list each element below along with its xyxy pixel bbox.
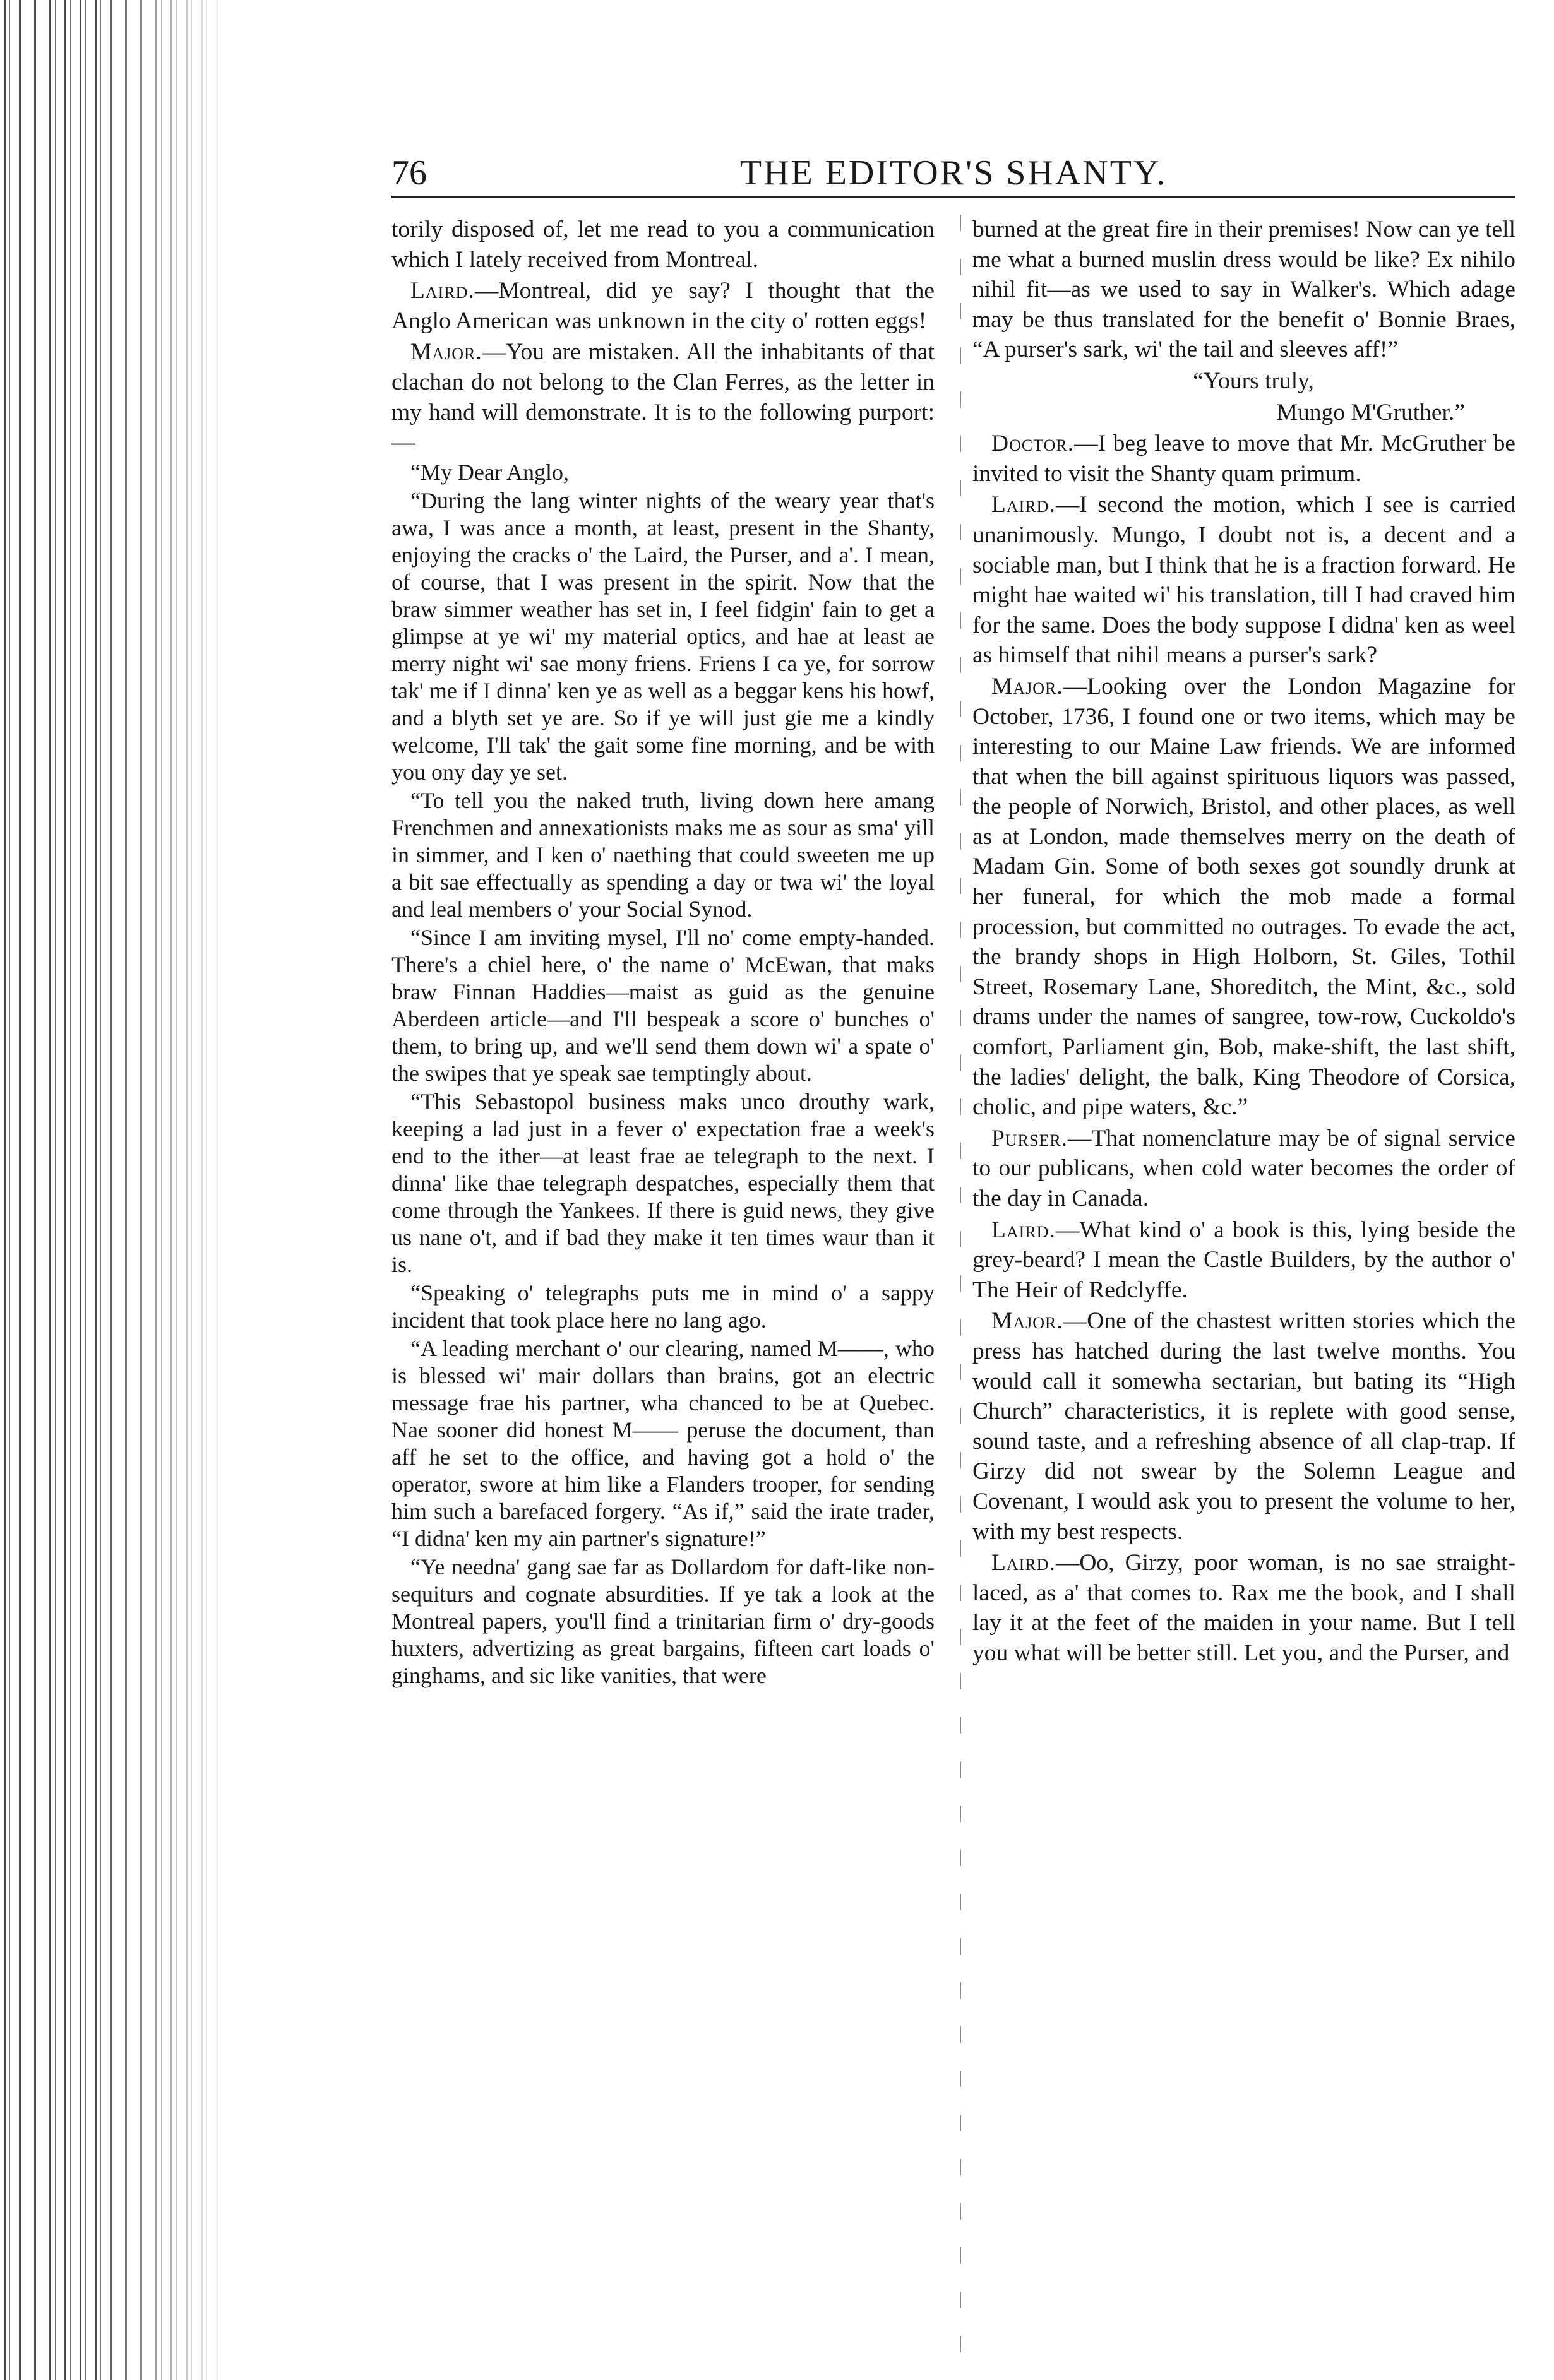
speaker-name: Major. [410,339,482,366]
paragraph [972,215,1515,365]
paragraph-text: “To tell you the naked truth, living down here amang Frenchmen and annexationists maks me as sour as sma' yill in simmer, and I ken o' naething that could sweeten me up a bit sae effectually as spending a day or twa wi' the loyal and leal members o' your Social Synod. [391,787,935,922]
paragraph-text: torily disposed of, let me read to you a communication which I lately received from Montreal. [391,217,935,273]
paragraph [391,276,935,336]
paragraph [972,1124,1515,1214]
speaker-name: Major. [991,673,1063,699]
paragraph-text: “A leading merchant o' our clearing, named M——, who is blessed wi' mair dollars than brains, got an electric message frae his partner, wha chanced to be at Quebec. Nae sooner did honest M—— peruse the document, than aff he set to the office, and having got a hold o' the operator, swore at him like a Flanders trooper, for sending him such a barefaced forgery. “As if,” said the irate trader, “I didna' ken my ain partner's signature!” [391,1335,935,1551]
paragraph-text: burned at the great fire in their premises! Now can ye tell me what a burned muslin dress would be like? Ex nihilo nihil fit—as we used to say in Walker's. Which adage may be thus translated for the benefit o' Bonnie Braes, “A purser's sark, wi' the tail and sleeves aff!” [972,217,1515,363]
left-column [391,215,935,2361]
paragraph-text: —You are mistaken. All the inhabitants of that clachan do not belong to the Clan Ferres, as the letter in my hand will demonstrate. It is to the following purport:— [391,339,935,456]
paragraph [972,398,1515,428]
paragraph [391,1280,935,1334]
paragraph-text: “My Dear Anglo, [410,459,569,485]
paragraph-text: —I second the motion, which I see is carried unanimously. Mungo, I doubt not is, a decent and a sociable man, but I think that he is a fraction forward. He might hae waited wi' his translation, till I had craved him for the same. Does the body suppose I didna' ken as weel as himself that nihil means a purser's sark? [972,492,1515,669]
paragraph [391,1088,935,1278]
paragraph-text: “This Sebastopol business maks unco drouthy wark, keeping a lad just in a fever o' expectation frae a week's end to the ither—at least frae ae telegraph to the next. I dinna' like thae telegraph despatches, especially them that come through the Yankees. If there is guid news, they give us nane o't, and if bad they make it ten times waur than it is. [391,1088,935,1277]
paragraph-text: —Looking over the London Magazine for October, 1736, I found one or two items, which may be interesting to our Maine Law friends. We are informed that when the bill against spirituous liquors was passed, the people of Norwich, Bristol, and other places, as well as at London, made themselves merry on the death of Madam Gin. Some of both sexes got soundly drunk at her funeral, for which the mob made a formal procession, but committed no outrages. To evade the act, the brandy shops in High Holborn, St. Giles, Tothil Street, Rosemary Lane, Shoreditch, the Mint, &c., sold drams under the names of sangree, tow-row, Cuckoldo's comfort, Parliament gin, Bob, make-shift, the last shift, the ladies' delight, the balk, King Theodore of Corsica, cholic, and pipe waters, &c.” [972,673,1515,1121]
page-number: 76 [391,153,427,193]
paragraph-text: —Montreal, did ye say? I thought that the Anglo American was unknown in the city o' rotten eggs! [391,278,935,334]
speaker-name: Purser. [991,1125,1068,1151]
paragraph [972,1548,1515,1668]
paragraph-text: “Yours truly, [1193,367,1314,394]
header-rule [391,196,1515,198]
paragraph-text: “Ye needna' gang sae far as Dollardom for daft-like non-sequiturs and cognate absurdities. If ye tak a look at the Montreal papers, you'll find a trinitarian firm o' dry-goods huxters, advertizing as great bargains, fifteen cart loads o' ginghams, and sic like vanities, that were [391,1554,935,1688]
paragraph [391,1554,935,1689]
paragraph [391,1335,935,1552]
page-header [391,146,1515,203]
paragraph [391,924,935,1087]
speaker-name: Laird. [991,1217,1056,1243]
speaker-name: Laird. [991,1550,1056,1576]
paragraph-text: —I beg leave to move that Mr. McGruther be invited to visit the Shanty quam primum. [972,431,1515,487]
paragraph-text: —That nomenclature may be of signal service to our publicans, when cold water becomes the order of the day in Canada. [972,1125,1515,1211]
right-column [972,215,1515,2361]
paragraph-text: Mungo M'Gruther.” [1276,399,1465,425]
running-title: THE EDITOR'S SHANTY. [739,153,1168,193]
paragraph [391,337,935,457]
speaker-name: Laird. [410,278,475,304]
paragraph [972,672,1515,1122]
paragraph-text: “Since I am inviting mysel, I'll no' come empty-handed. There's a chiel here, o' the name o' McEwan, that maks braw Finnan Haddies—maist as guid as the genuine Aberdeen article—and I'll bespeak a score o' bunches o' them, to bring up, and we'll send them down wi' a spate o' the swipes that ye speak sae temptingly about. [391,924,935,1086]
paragraph-text: —What kind o' a book is this, lying beside the grey-beard? I mean the Castle Builders, by the author o' The Heir of Redclyffe. [972,1217,1515,1303]
paragraph-text: —One of the chastest written stories which the press has hatched during the last twelve months. You would call it somewha sectarian, but bating its “High Church” characteristics, it is replete with good sense, sound taste, and a refreshing absence of all clap-trap. If Girzy did not swear by the Solemn League and Covenant, I would ask you to present the volume to her, with my best respects. [972,1308,1515,1545]
speaker-name: Laird. [991,492,1056,518]
paragraph [972,366,1515,396]
paragraph [972,1215,1515,1306]
paragraph [391,487,935,786]
paragraph-text: —Oo, Girzy, poor woman, is no sae straight-laced, as a' that comes to. Rax me the book, and I shall lay it at the feet of the maiden in your name. But I tell you what will be better still. Let you, and the Purser, and [972,1550,1515,1666]
paragraph [391,459,935,486]
paragraph [972,1306,1515,1547]
paragraph [391,215,935,275]
paragraph [972,490,1515,670]
paragraph [972,429,1515,489]
paragraph-text: “During the lang winter nights of the weary year that's awa, I was ance a month, at least, present in the Shanty, enjoying the cracks o' the Laird, the Purser, and a'. I mean, of course, that I was present in the spirit. Now that the braw simmer weather has set in, I feel fidgin' fain to get a glimpse at ye wi' my material optics, and hae at least ae merry night wi' sae mony friens. Friens I ca ye, for sorrow tak' me if I dinna' ken ye as well as a beggar kens his howf, and a blyth set ye are. So if ye will just gie me a kindly welcome, I'll tak' the gait some fine morning, and be with you ony day ye set. [391,487,935,785]
binding-gutter-fade [95,0,227,2380]
paragraph [391,787,935,923]
speaker-name: Major. [991,1308,1063,1335]
paragraph-text: “Speaking o' telegraphs puts me in mind o' a sappy incident that took place here no lang ago. [391,1280,935,1333]
speaker-name: Doctor. [991,431,1075,457]
column-divider [960,215,961,2361]
